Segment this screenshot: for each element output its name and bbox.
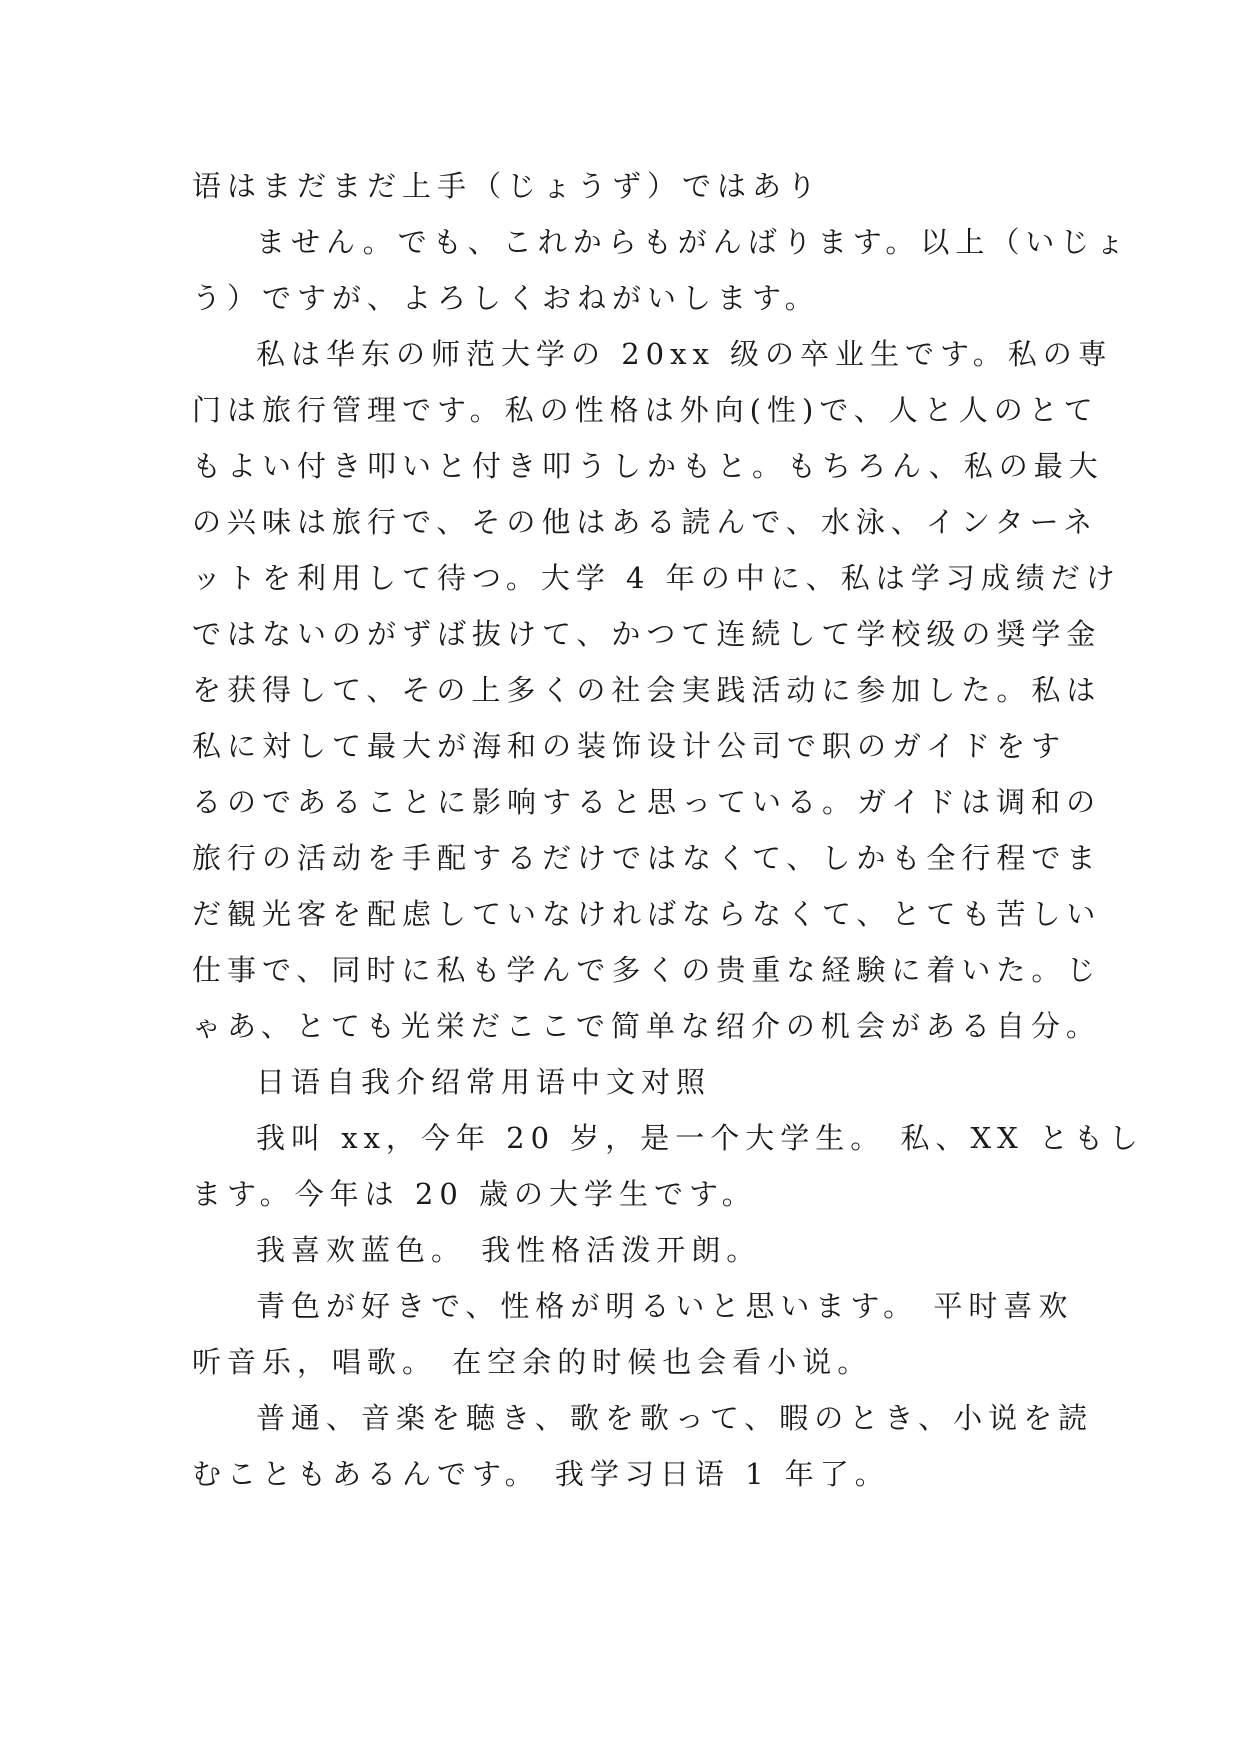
text-line: 私に対して最大が海和の装饰设计公司で职のガイドをす <box>192 729 1067 763</box>
text-line: 仕事で、同时に私も学んで多くの贵重な経験に着いた。じ <box>192 953 1102 987</box>
text-line: う）ですが、よろしくおねがいします。 <box>192 281 820 315</box>
text-line: を获得して、その上多くの社会実践活动に参加した。私は <box>192 673 1102 707</box>
text-line: の兴味は旅行で、その他はある読んで、水泳、インターネ <box>192 505 1099 539</box>
text-line: 我喜欢蓝色。 我性格活泼开朗。 <box>256 1233 762 1267</box>
text-line: もよい付き叩いと付き叩うしかもと。もちろん、私の最大 <box>192 449 1104 483</box>
text-line: ません。でも、これからもがんばります。以上（いじょ <box>256 225 1131 259</box>
text-line: 旅行の活动を手配するだけではなくて、しかも全行程でま <box>192 841 1102 875</box>
text-line: ます。今年は 20 歳の大学生です。 <box>192 1177 757 1211</box>
text-line: 我叫 xx，今年 20 岁，是一个大学生。 私、XX ともし <box>256 1121 1144 1155</box>
text-line: 语はまだまだ上手（じょうず）ではあり <box>192 169 823 203</box>
text-line: 青色が好きで、性格が明るいと思います。 平时喜欢 <box>256 1289 1074 1323</box>
text-line: だ観光客を配虑していなければならなくて、とても苦しい <box>192 897 1102 931</box>
text-line: 普通、音楽を聴き、歌を歌って、暇のとき、小说を読 <box>256 1401 1094 1435</box>
text-line: ゃあ、とても光栄だここで简单な绍介の机会がある自分。 <box>192 1009 1101 1043</box>
text-line: 听音乐，唱歌。 在空余的时候也会看小说。 <box>192 1345 873 1379</box>
text-line: ではないのがずば抜けて、かつて连続して学校级の奨学金 <box>192 617 1102 651</box>
text-line: るのであることに影响すると思っている。ガイドは调和の <box>192 785 1102 819</box>
text-line: ットを利用して待つ。大学 4 年の中に、私は学习成绩だけ <box>192 561 1121 595</box>
text-line: 门は旅行管理です。私の性格は外向(性)で、人と人のとて <box>192 393 1099 427</box>
body-text <box>192 158 1144 1502</box>
text-line: 私は华东の师范大学の 20xx 级の卒业生です。私の専 <box>256 337 1113 371</box>
text-line: 日语自我介绍常用语中文对照 <box>256 1065 712 1099</box>
text-line: むこともあるんです。 我学习日语 1 年了。 <box>192 1457 890 1491</box>
